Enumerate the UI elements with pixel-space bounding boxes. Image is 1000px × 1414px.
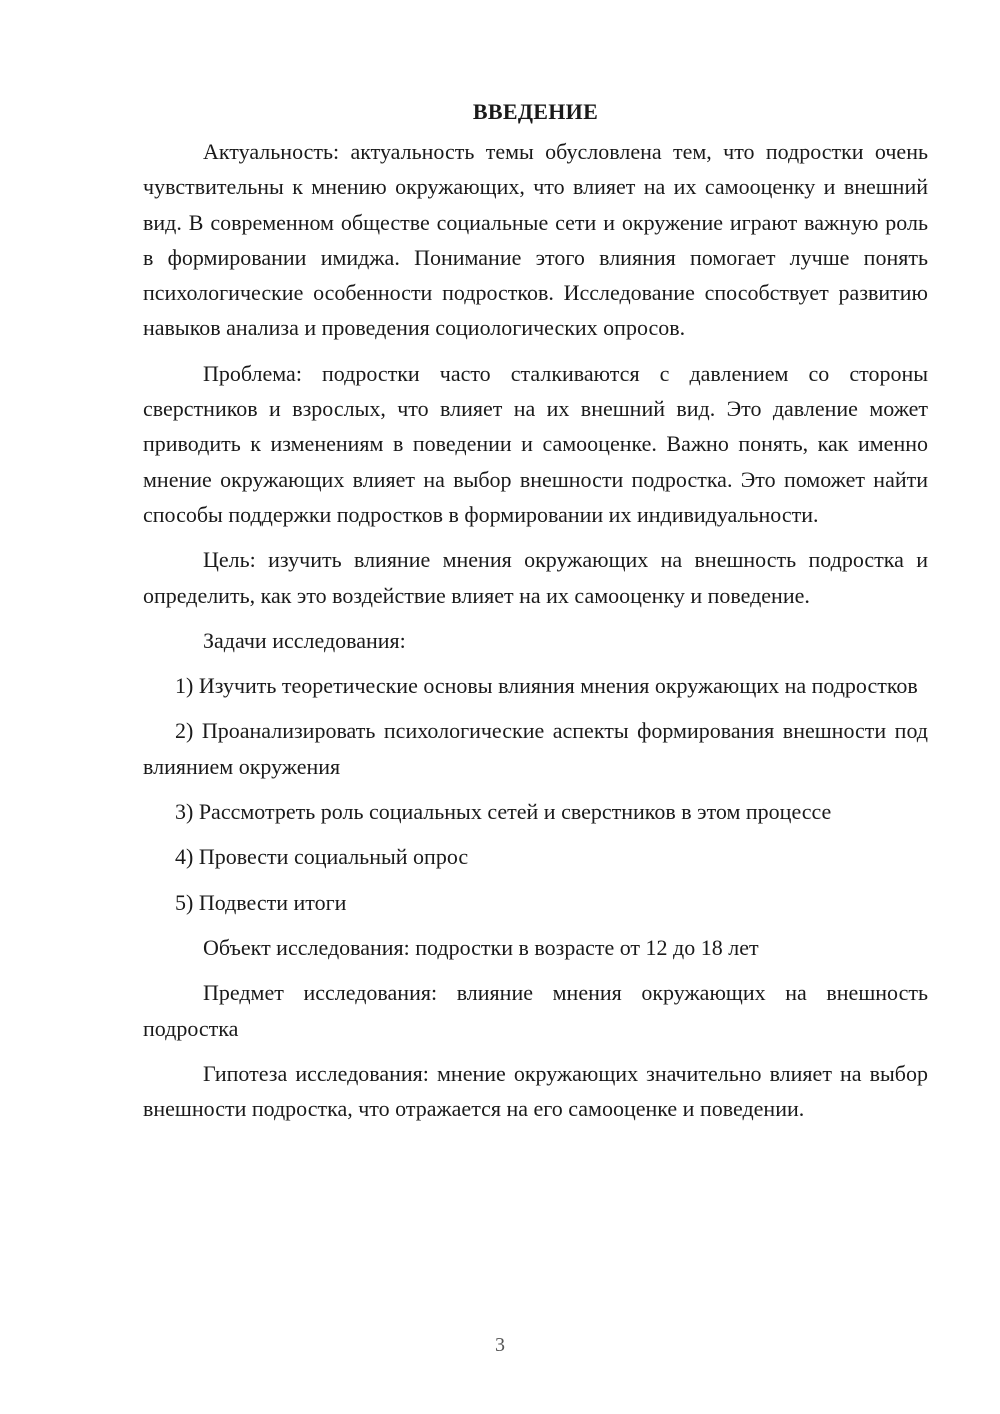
page-number: 3 — [495, 1334, 505, 1356]
tasks-heading: Задачи исследования: — [203, 627, 406, 653]
problem-paragraph: Проблема: подростки часто сталкиваются с давлением со стороны сверстников и взрослых, что влияет на их внешний вид. Это давление может приводить к изменениям в поведении и самооценке. Важно понять, как именно мнение окружающих влияет на выбор внешности подростка. Это поможет найти способы поддержки подростков в формировании их индивидуальности. — [143, 360, 928, 527]
research-hypothesis: Гипотеза исследования: мнение окружающих значительно влияет на выбор внешности подростка, что отражается на его самооценке и поведении. — [143, 1060, 928, 1122]
task-item: 3) Рассмотреть роль социальных сетей и сверстников в этом процессе — [175, 799, 832, 825]
research-object: Объект исследования: подростки в возрасте от 12 до 18 лет — [203, 934, 759, 960]
task-item: 2) Проанализировать психологические аспекты формирования внешности под влиянием окружения — [143, 718, 928, 779]
document-body — [143, 94, 928, 1126]
task-item: 1) Изучить теоретические основы влияния мнения окружающих на подростков — [175, 673, 918, 699]
relevance-paragraph: Актуальность: актуальность темы обусловлена тем, что подростки очень чувствительны к мнению окружающих, что влияет на их самооценку и внешний вид. В современном обществе социальные сети и окружение играют важную роль в формировании имиджа. Понимание этого влияния помогает лучше понять психологические особенности подростков. Исследование способствует развитию навыков анализа и проведения социологических опросов. — [143, 139, 928, 341]
research-subject: Предмет исследования: влияние мнения окружающих на внешность подростка — [143, 980, 928, 1041]
task-item: 5) Подвести итоги — [175, 889, 347, 915]
goal-paragraph: Цель: изучить влияние мнения окружающих на внешность подростка и определить, как это воздействие влияет на их самооценку и поведение. — [143, 547, 928, 608]
task-item: 4) Провести социальный опрос — [175, 844, 469, 870]
page-title: ВВЕДЕНИЕ — [472, 99, 599, 124]
